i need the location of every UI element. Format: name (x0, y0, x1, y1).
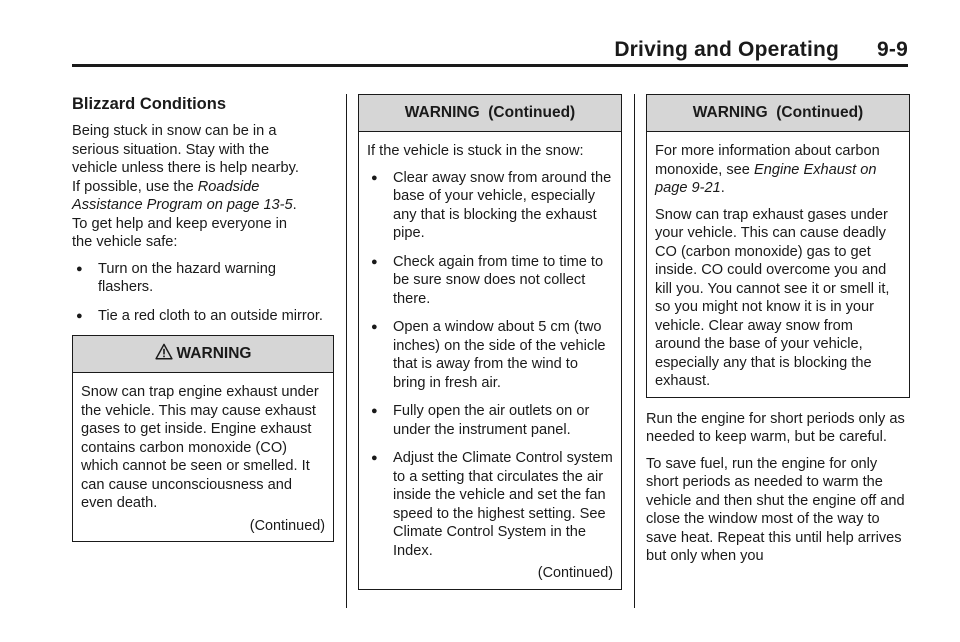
warning-box (72, 335, 334, 542)
body-paragraph: To save fuel, run the engine for only short periods as needed to warm the vehicle and then shut the engine off and close the window most of the way to save heat. Repeat this until help arrives but only when you (646, 455, 905, 564)
list-item: ● Clear away snow from around the base of your vehicle, especially any that is blocking the exhaust pipe. (371, 169, 612, 241)
warning-heading: WARNING (73, 336, 333, 373)
caution-icon (155, 343, 173, 361)
warning-reference: For more information about carbon monoxide, see Engine Exhaust on page 9-21. (655, 143, 880, 196)
bullet-icon: ● (371, 255, 378, 268)
list-item: ● Adjust the Climate Control system to a setting that circulates the air inside the vehicle and set the fan speed to the highest setting. See Climate Control System in the Index. (371, 450, 613, 559)
column-1 (72, 94, 334, 542)
list-item: ● Tie a red cloth to an outside mirror. (76, 307, 323, 324)
warning-text: Snow can trap exhaust gases under your vehicle. This can cause deadly CO (carbon monoxide) gas to get inside. CO could overcome you and kill you. You cannot see it or smell it, so you might not know it is in your vehicle. Clear away snow from around the base of your vehicle, especially any that is blocking the exhaust. (655, 206, 890, 389)
warning-box (646, 94, 910, 398)
bullet-icon: ● (371, 452, 378, 464)
warning-box (358, 94, 622, 590)
list-item: ● Fully open the air outlets on or under the instrument panel. (371, 403, 590, 438)
column-3 (646, 94, 910, 574)
warning-lead: If the vehicle is stuck in the snow: (367, 143, 584, 159)
cross-reference: Engine Exhaust on page 9-21 (655, 161, 877, 196)
bullet-list (72, 260, 334, 326)
list-item: ● Turn on the hazard warning flashers. (76, 260, 276, 295)
bullet-icon: ● (371, 405, 378, 417)
cross-reference: Roadside (197, 178, 260, 195)
intro-paragraph: Being stuck in snow can be in a serious situation. Stay with the vehicle unless there is help nearby. If possible, use the Roadside Assistance Program on page 13-5. To get help and keep everyone in the vehicle safe: (72, 123, 299, 250)
header-rule (72, 64, 908, 67)
list-item: ● Check again from time to time to be sure snow does not collect there. (371, 253, 604, 307)
section-heading: Blizzard Conditions (72, 95, 226, 113)
column-divider (634, 94, 635, 608)
warning-text: Snow can trap engine exhaust under the vehicle. This may cause exhaust gases to get inside. Engine exhaust contains carbon monoxide (CO) which cannot be seen or smelled. It can cause unconsciousness and even death. (81, 384, 319, 511)
continued-label: (Continued) (537, 565, 613, 581)
bullet-icon: ● (76, 309, 83, 322)
body-paragraph: Run the engine for short periods only as needed to keep warm, but be careful. (646, 410, 905, 445)
continued-label: (Continued) (249, 517, 325, 534)
section-title: Driving and Operating (614, 38, 840, 61)
warning-heading: WARNING (Continued) (647, 95, 909, 132)
column-divider (346, 94, 347, 608)
column-2 (358, 94, 622, 590)
page-number: 9-9 (877, 38, 908, 61)
list-item: ● Open a window about 5 cm (two inches) on the side of the vehicle that is away from the wind to bring in fresh air. (371, 319, 606, 391)
warning-heading: WARNING (Continued) (359, 95, 621, 132)
cross-reference: Assistance Program on page 13-5 (72, 197, 293, 213)
bullet-list (367, 169, 613, 561)
bullet-icon: ● (371, 171, 378, 184)
page-header (614, 38, 908, 62)
bullet-icon: ● (76, 262, 83, 275)
bullet-icon: ● (371, 321, 378, 333)
